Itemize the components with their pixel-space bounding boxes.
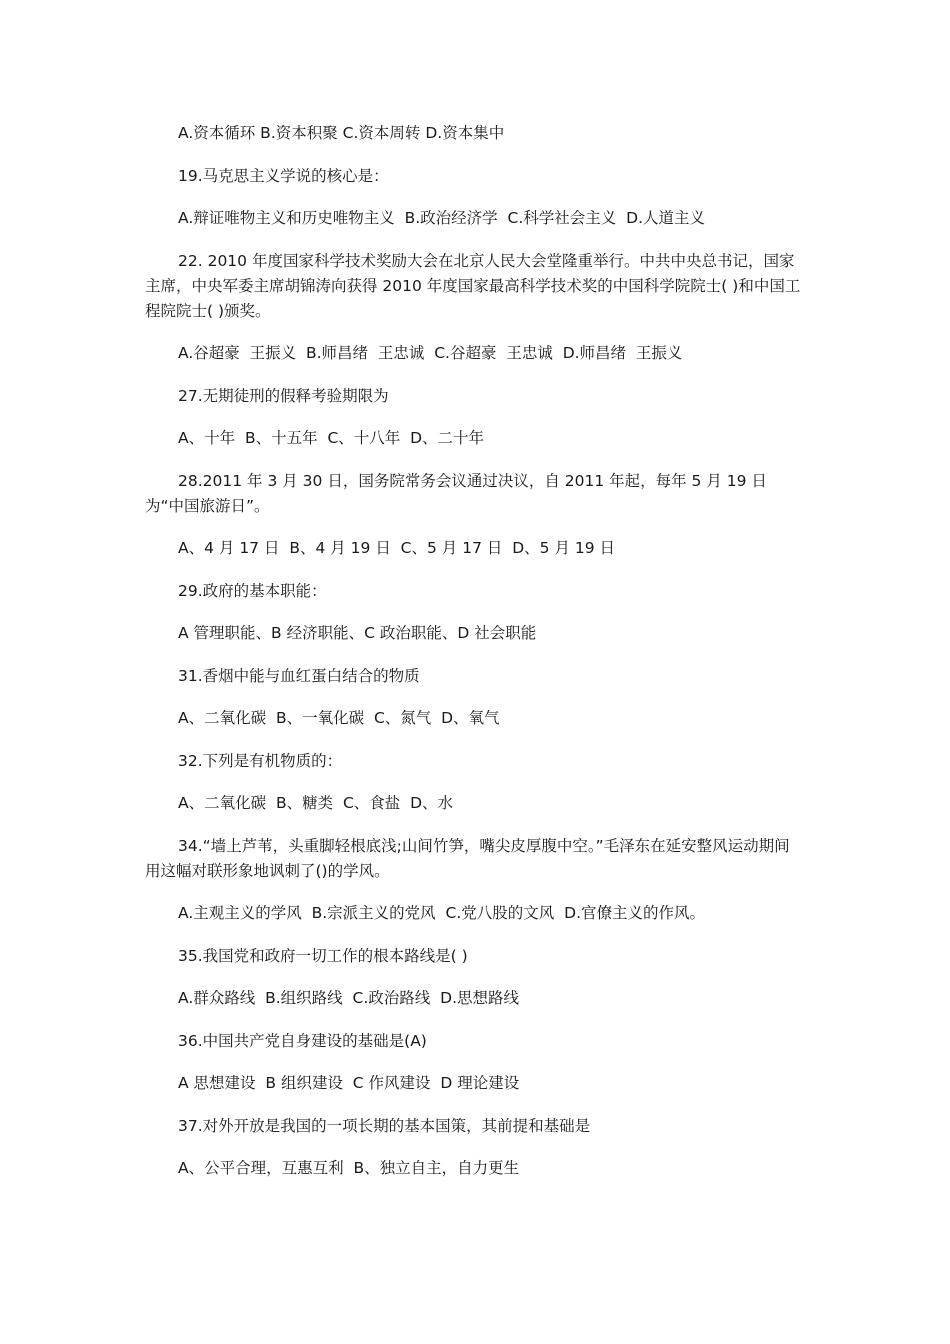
question-37: 37.对外开放是我国的一项长期的基本国策，其前提和基础是 <box>178 1116 591 1135</box>
answer-options-q19: A.辩证唯物主义和历史唯物主义 B.政治经济学 C.科学社会主义 D.人道主义 <box>178 209 705 227</box>
question-36: 36.中国共产党自身建设的基础是(A) <box>178 1031 427 1050</box>
question-32: 32.下列是有机物质的： <box>178 751 343 770</box>
answer-options-q28: A、4 月 17 日 B、4 月 19 日 C、5 月 17 日 D、5 月 19 日 <box>178 539 616 557</box>
answer-options-q35: A.群众路线 B.组织路线 C.政治路线 D.思想路线 <box>178 989 519 1007</box>
document-body <box>145 121 805 1199</box>
question-22: 22. 2010 年度国家科学技术奖励大会在北京人民大会堂隆重举行。中共中央总书记，国家主席，中央军委主席胡锦涛向获得 2010 年度国家最高科学技术奖的中国科学院院士( )和中国工程院院士( )颁奖。 <box>145 251 801 320</box>
question-35: 35.我国党和政府一切工作的根本路线是( ) <box>178 946 468 965</box>
answer-options-q31: A、二氧化碳 B、一氧化碳 C、氮气 D、氧气 <box>178 709 500 727</box>
question-34: 34.“墙上芦苇，头重脚轻根底浅;山间竹笋，嘴尖皮厚腹中空。”毛泽东在延安整风运动期间用这幅对联形象地讽刺了()的学风。 <box>145 836 790 880</box>
question-29: 29.政府的基本职能： <box>178 581 327 600</box>
answer-options-q29: A 管理职能、B 经济职能、C 政治职能、D 社会职能 <box>178 624 537 642</box>
answer-options-q34: A.主观主义的学风 B.宗派主义的党风 C.党八股的文风 D.官僚主义的作风。 <box>178 904 705 922</box>
answer-options-q18: A.资本循环 B.资本积聚 C.资本周转 D.资本集中 <box>178 124 505 142</box>
answer-options-q22: A.谷超豪 王振义 B.师昌绪 王忠诚 C.谷超豪 王忠诚 D.师昌绪 王振义 <box>178 344 683 362</box>
question-28: 28.2011 年 3 月 30 日，国务院常务会议通过决议，自 2011 年起，每年 5 月 19 日为“中国旅游日”。 <box>145 471 767 515</box>
question-19: 19.马克思主义学说的核心是： <box>178 166 389 185</box>
answer-options-q27: A、十年 B、十五年 C、十八年 D、二十年 <box>178 429 485 447</box>
answer-options-q36: A 思想建设 B 组织建设 C 作风建设 D 理论建设 <box>178 1074 520 1092</box>
question-27: 27.无期徒刑的假释考验期限为 <box>178 386 389 405</box>
question-31: 31.香烟中能与血红蛋白结合的物质 <box>178 666 420 685</box>
answer-options-q37: A、公平合理，互惠互利 B、独立自主，自力更生 <box>178 1159 520 1177</box>
answer-options-q32: A、二氧化碳 B、糖类 C、食盐 D、水 <box>178 794 454 812</box>
